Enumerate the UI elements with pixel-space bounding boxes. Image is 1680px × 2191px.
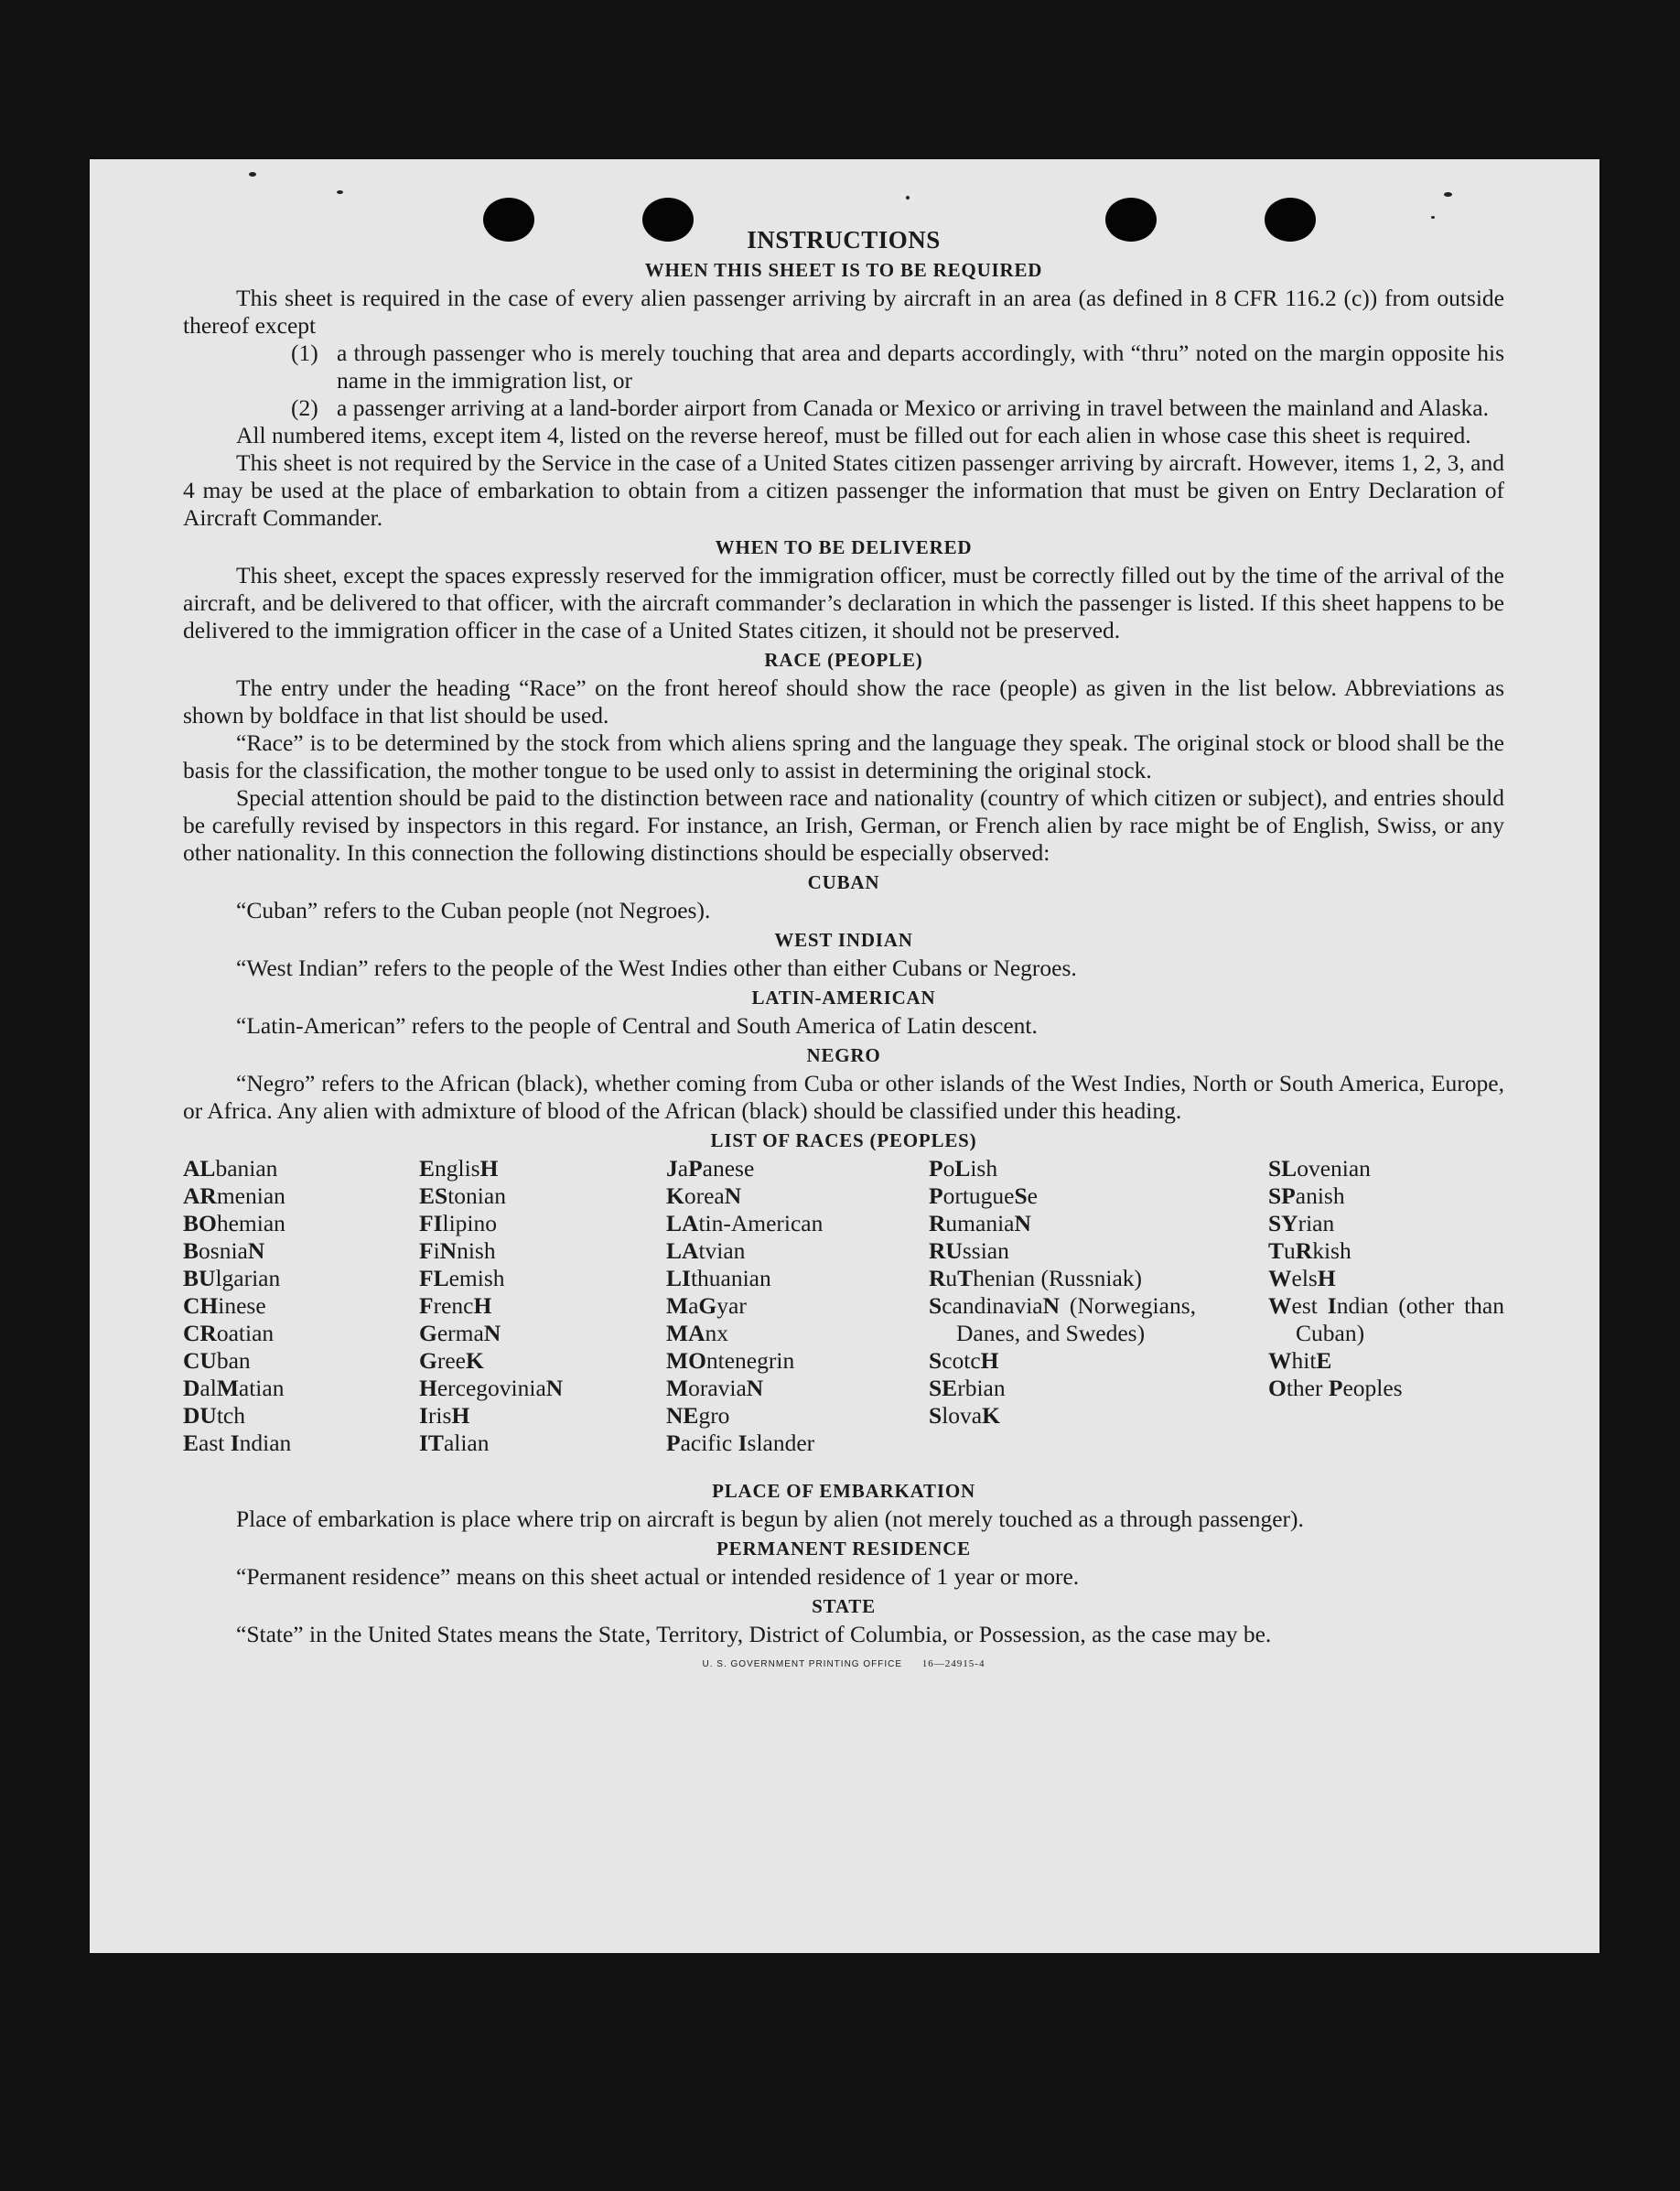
race-entry [183, 1210, 403, 1237]
exception-item [183, 394, 1504, 422]
race-entry [419, 1155, 657, 1182]
race-text: acific [680, 1430, 738, 1456]
race-entry [419, 1265, 657, 1292]
race-abbrev: W [1268, 1265, 1292, 1291]
race-abbrev: DU [183, 1402, 217, 1429]
race-text: kish [1312, 1237, 1352, 1264]
race-entry [419, 1182, 657, 1210]
race-abbrev: M [216, 1375, 239, 1401]
race-abbrev: K [465, 1347, 484, 1374]
race-text: yar [716, 1292, 747, 1319]
item-number: (1) [291, 340, 318, 366]
race-entry [183, 1155, 403, 1182]
race-text: i [433, 1237, 440, 1264]
race-entry [929, 1292, 1196, 1347]
race-abbrev: G [698, 1292, 717, 1319]
race-abbrev: F [419, 1237, 434, 1264]
paragraph: The entry under the heading “Race” on the front hereof should show the race (people) as given in the list below. Abbreviations as shown by boldface in that list should be used. [183, 675, 1504, 729]
race-abbrev: BU [183, 1265, 216, 1291]
race-text: est [1291, 1292, 1328, 1319]
paragraph: “Negro” refers to the African (black), whether coming from Cuba or other islands of the West Indies, North or South America, Europe, or Africa. Any alien with admixture of blood of the African (black) should be classified under this heading. [183, 1070, 1504, 1124]
race-entry [419, 1292, 657, 1320]
section-heading-west-indian: WEST INDIAN [774, 929, 913, 951]
race-abbrev: H [473, 1292, 492, 1319]
race-entry [666, 1347, 922, 1375]
race-abbrev: FL [419, 1265, 449, 1291]
race-entry [419, 1430, 657, 1457]
speck [337, 190, 343, 194]
race-entry [183, 1347, 403, 1375]
race-entry [419, 1347, 657, 1375]
race-abbrev: K [666, 1182, 684, 1209]
race-abbrev: FI [419, 1210, 443, 1236]
race-text: e [1027, 1182, 1038, 1209]
paragraph: “Cuban” refers to the Cuban people (not Negroes). [236, 897, 711, 923]
race-text: thuanian [690, 1265, 771, 1291]
race-abbrev: H [419, 1375, 437, 1401]
race-text: ntenegrin [705, 1347, 795, 1374]
section-heading-race: RACE (PEOPLE) [764, 649, 923, 671]
race-entry [666, 1265, 922, 1292]
race-abbrev: N [746, 1375, 764, 1401]
race-entry [183, 1402, 403, 1430]
race-abbrev: AR [183, 1182, 217, 1209]
race-text: ovenian [1297, 1155, 1371, 1182]
race-abbrev: P [929, 1155, 943, 1182]
race-text: atian [238, 1375, 285, 1401]
race-abbrev: ES [419, 1182, 448, 1209]
paragraph: “West Indian” refers to the people of the West Indies other than either Cubans or Negroes. [236, 955, 1077, 981]
paragraph: All numbered items, except item 4, listed on the reverse hereof, must be filled out for each alien in whose case this sheet is required. [236, 422, 1471, 448]
race-abbrev: N [247, 1237, 265, 1264]
race-text: rbian [957, 1375, 1006, 1401]
race-text: al [199, 1375, 217, 1401]
item-number: (2) [291, 394, 318, 421]
printer-footer [183, 1650, 1504, 1678]
race-abbrev: N [1042, 1292, 1061, 1319]
race-abbrev: LI [666, 1265, 691, 1291]
race-entry [666, 1237, 922, 1265]
race-entry [1268, 1210, 1504, 1237]
race-text: (Norwegians, Danes, and Swedes) [956, 1292, 1196, 1346]
race-entry [183, 1265, 403, 1292]
race-abbrev: I [1327, 1292, 1337, 1319]
race-text: tonian [447, 1182, 506, 1209]
race-entry [1268, 1375, 1504, 1402]
race-text: henian (Russniak) [973, 1265, 1143, 1291]
race-text: osnia [199, 1237, 248, 1264]
race-abbrev: SY [1268, 1210, 1298, 1236]
race-text: rian [1298, 1210, 1335, 1236]
race-entry [183, 1292, 403, 1320]
race-abbrev: NE [666, 1402, 699, 1429]
race-text: lova [942, 1402, 983, 1429]
paragraph: “Latin-American” refers to the people of Central and South America of Latin descent. [236, 1012, 1038, 1039]
race-text: gro [698, 1402, 730, 1429]
race-text: slander [747, 1430, 815, 1456]
race-text: anese [702, 1155, 755, 1182]
race-column [929, 1155, 1196, 1430]
race-abbrev: G [419, 1347, 437, 1374]
race-entry [666, 1182, 922, 1210]
race-entry [1268, 1265, 1504, 1292]
race-entry [419, 1375, 657, 1402]
race-entry [929, 1155, 1196, 1182]
race-text: a [677, 1155, 689, 1182]
race-entry [666, 1292, 922, 1320]
page-title: INSTRUCTIONS [747, 226, 941, 254]
race-entry [666, 1155, 922, 1182]
race-text: tch [216, 1402, 245, 1429]
race-text: ris [427, 1402, 452, 1429]
race-text: ndian [239, 1430, 292, 1456]
section-heading-residence: PERMANENT RESIDENCE [716, 1538, 971, 1560]
race-text: emish [448, 1265, 505, 1291]
race-text: erma [436, 1320, 484, 1346]
race-column [666, 1155, 922, 1457]
race-text: tin-American [698, 1210, 824, 1236]
race-abbrev: N [483, 1320, 501, 1346]
race-column [419, 1155, 657, 1457]
paragraph: This sheet is required in the case of every alien passenger arriving by aircraft in an area (as defined in 8 CFR 116.2 (c)) from outside thereof except [183, 285, 1504, 339]
race-abbrev: I [419, 1402, 428, 1429]
race-entry [929, 1182, 1196, 1210]
race-abbrev: B [183, 1237, 199, 1264]
race-text: ssian [962, 1237, 1009, 1264]
race-text: o [942, 1155, 955, 1182]
race-text: tvian [698, 1237, 746, 1264]
race-text: ree [436, 1347, 466, 1374]
paragraph: “Permanent residence” means on this sheet actual or intended residence of 1 year or more. [236, 1563, 1080, 1590]
race-abbrev: P [688, 1155, 703, 1182]
race-entry [929, 1402, 1196, 1430]
race-text: ast [199, 1430, 231, 1456]
paragraph: Place of embarkation is place where trip on aircraft is begun by alien (not merely touched as a through passenger). [236, 1506, 1304, 1532]
race-entry [666, 1320, 922, 1347]
race-text: u [1284, 1237, 1296, 1264]
race-entry [419, 1237, 657, 1265]
race-text: banian [215, 1155, 278, 1182]
race-text: nx [705, 1320, 728, 1346]
race-text: alian [443, 1430, 490, 1456]
paragraph: “Race” is to be determined by the stock from which aliens spring and the language they speak. The original stock or blood shall be the basis for the classification, the mother tongue to be used only to assist in determining the original stock. [183, 729, 1504, 783]
race-entry [929, 1347, 1196, 1375]
race-text: ortugue [942, 1182, 1015, 1209]
speck [1431, 216, 1435, 219]
race-entry [666, 1430, 922, 1457]
race-abbrev: M [666, 1375, 689, 1401]
section-heading-negro: NEGRO [806, 1044, 881, 1066]
race-abbrev: BO [183, 1210, 217, 1236]
race-entry [929, 1210, 1196, 1237]
race-abbrev: D [183, 1375, 200, 1401]
race-text: eoples [1342, 1375, 1403, 1401]
race-abbrev: CR [183, 1320, 217, 1346]
race-abbrev: R [1295, 1237, 1313, 1264]
race-entry [419, 1320, 657, 1347]
race-abbrev: W [1268, 1292, 1292, 1319]
race-abbrev: M [666, 1292, 689, 1319]
race-text: ish [970, 1155, 998, 1182]
race-text: ther [1286, 1375, 1329, 1401]
race-entry [1268, 1182, 1504, 1210]
race-abbrev: T [957, 1265, 974, 1291]
race-entry [1268, 1292, 1504, 1347]
race-text: renc [433, 1292, 474, 1319]
exception-item [183, 340, 1504, 394]
race-entry [929, 1375, 1196, 1402]
race-abbrev: I [230, 1430, 240, 1456]
race-text: inese [218, 1292, 266, 1319]
race-text: ndian (other than Cuban) [1296, 1292, 1504, 1346]
race-abbrev: N [724, 1182, 742, 1209]
race-column [1268, 1155, 1504, 1402]
race-abbrev: L [954, 1155, 971, 1182]
race-abbrev: H [980, 1347, 999, 1374]
race-text: a [688, 1292, 699, 1319]
race-text: ercegovinia [436, 1375, 546, 1401]
race-entry [666, 1210, 922, 1237]
race-abbrev: N [1014, 1210, 1031, 1236]
section-heading-delivered: WHEN TO BE DELIVERED [715, 536, 973, 558]
race-abbrev: RU [929, 1237, 963, 1264]
race-column [183, 1155, 403, 1457]
race-text: lipino [442, 1210, 498, 1236]
race-entry [666, 1402, 922, 1430]
document-content [183, 225, 1504, 1678]
race-entry [183, 1375, 403, 1402]
race-text: oravia [688, 1375, 747, 1401]
race-abbrev: E [1316, 1347, 1332, 1374]
race-text: cotc [942, 1347, 981, 1374]
section-heading-list: LIST OF RACES (PEOPLES) [710, 1129, 977, 1151]
race-abbrev: G [419, 1320, 437, 1346]
race-abbrev: O [1268, 1375, 1287, 1401]
race-text: umania [945, 1210, 1015, 1236]
race-abbrev: IT [419, 1430, 444, 1456]
race-abbrev: AL [183, 1155, 216, 1182]
printer-name: U. S. GOVERNMENT PRINTING OFFICE [702, 1659, 903, 1669]
race-text: oatian [216, 1320, 275, 1346]
race-abbrev: N [439, 1237, 458, 1264]
race-abbrev: LA [666, 1237, 699, 1264]
section-heading-cuban: CUBAN [807, 871, 880, 893]
race-abbrev: P [929, 1182, 943, 1209]
race-abbrev: F [419, 1292, 434, 1319]
item-text: a passenger arriving at a land-border airport from Canada or Mexico or arriving in travel between the mainland and Alaska. [337, 394, 1489, 421]
race-abbrev: W [1268, 1347, 1292, 1374]
race-entry [183, 1320, 403, 1347]
item-text: a through passenger who is merely touching that area and departs accordingly, with “thru” noted on the margin opposite his name in the immigration list, or [337, 340, 1504, 394]
section-heading-state: STATE [812, 1595, 876, 1617]
race-abbrev: H [1317, 1265, 1336, 1291]
document-page [90, 159, 1599, 1953]
form-number: 16—24915-4 [921, 1658, 985, 1669]
race-entry [419, 1402, 657, 1430]
race-text: menian [216, 1182, 285, 1209]
race-abbrev: K [982, 1402, 1000, 1429]
paragraph: Special attention should be paid to the distinction between race and nationality (country of which citizen or subject), and entries should be carefully revised by inspectors in this regard. For instance, an Irish, German, or French alien by race might be of English, Swiss, or any other nationality. In this connection the following distinctions should be especially observed: [183, 784, 1504, 866]
speck [1444, 192, 1452, 197]
section-heading-required: WHEN THIS SHEET IS TO BE REQUIRED [644, 259, 1043, 281]
race-abbrev: H [479, 1155, 499, 1182]
race-abbrev: CH [183, 1292, 219, 1319]
race-entry [666, 1375, 922, 1402]
race-abbrev: SE [929, 1375, 958, 1401]
section-heading-embarkation: PLACE OF EMBARKATION [712, 1480, 975, 1502]
race-text: nglis [435, 1155, 480, 1182]
race-text: candinavia [942, 1292, 1043, 1319]
race-text: hit [1291, 1347, 1317, 1374]
race-entry [183, 1430, 403, 1457]
race-abbrev: SP [1268, 1182, 1296, 1209]
race-entry [183, 1182, 403, 1210]
race-entry [1268, 1347, 1504, 1375]
race-entry [929, 1265, 1196, 1292]
race-abbrev: P [666, 1430, 681, 1456]
race-abbrev: S [929, 1402, 942, 1429]
race-abbrev: S [929, 1292, 942, 1319]
race-text: hemian [216, 1210, 285, 1236]
race-abbrev: MA [666, 1320, 705, 1346]
race-text: anish [1295, 1182, 1345, 1209]
race-entry [1268, 1237, 1504, 1265]
race-entry [419, 1210, 657, 1237]
race-abbrev: S [929, 1347, 942, 1374]
race-abbrev: E [419, 1155, 436, 1182]
race-abbrev: N [545, 1375, 564, 1401]
paragraph: This sheet, except the spaces expressly reserved for the immigration officer, must be correctly filled out by the time of the arrival of the aircraft, and be delivered to that officer, with the aircraft commander’s declaration in which the passenger is listed. If this sheet happens to be delivered to the immigration officer in the case of a United States citizen, it should not be preserved. [183, 562, 1504, 643]
race-abbrev: T [1268, 1237, 1285, 1264]
race-abbrev: S [1014, 1182, 1028, 1209]
speck [249, 172, 256, 177]
race-abbrev: H [451, 1402, 470, 1429]
speck [906, 196, 910, 200]
race-abbrev: E [183, 1430, 199, 1456]
race-abbrev: CU [183, 1347, 217, 1374]
race-text: orea [684, 1182, 725, 1209]
race-abbrev: P [1328, 1375, 1343, 1401]
race-abbrev: R [929, 1265, 946, 1291]
race-entry [183, 1237, 403, 1265]
race-list [183, 1155, 1504, 1475]
race-text: nish [457, 1237, 496, 1264]
race-abbrev: LA [666, 1210, 699, 1236]
race-entry [1268, 1155, 1504, 1182]
paragraph: This sheet is not required by the Service in the case of a United States citizen passenger arriving by aircraft. However, items 1, 2, 3, and 4 may be used at the place of embarkation to obtain from a citizen passenger the information that must be given on Entry Declaration of Aircraft Commander. [183, 449, 1504, 531]
race-text: ban [216, 1347, 251, 1374]
race-entry [929, 1237, 1196, 1265]
section-heading-latin-american: LATIN-AMERICAN [751, 987, 936, 1009]
race-abbrev: MO [666, 1347, 706, 1374]
race-abbrev: R [929, 1210, 946, 1236]
paragraph: “State” in the United States means the State, Territory, District of Columbia, or Possession, as the case may be. [236, 1621, 1272, 1647]
race-abbrev: J [666, 1155, 678, 1182]
race-text: lgarian [215, 1265, 281, 1291]
race-abbrev: SL [1268, 1155, 1298, 1182]
race-text: els [1291, 1265, 1318, 1291]
race-abbrev: I [738, 1430, 748, 1456]
race-text: u [945, 1265, 958, 1291]
